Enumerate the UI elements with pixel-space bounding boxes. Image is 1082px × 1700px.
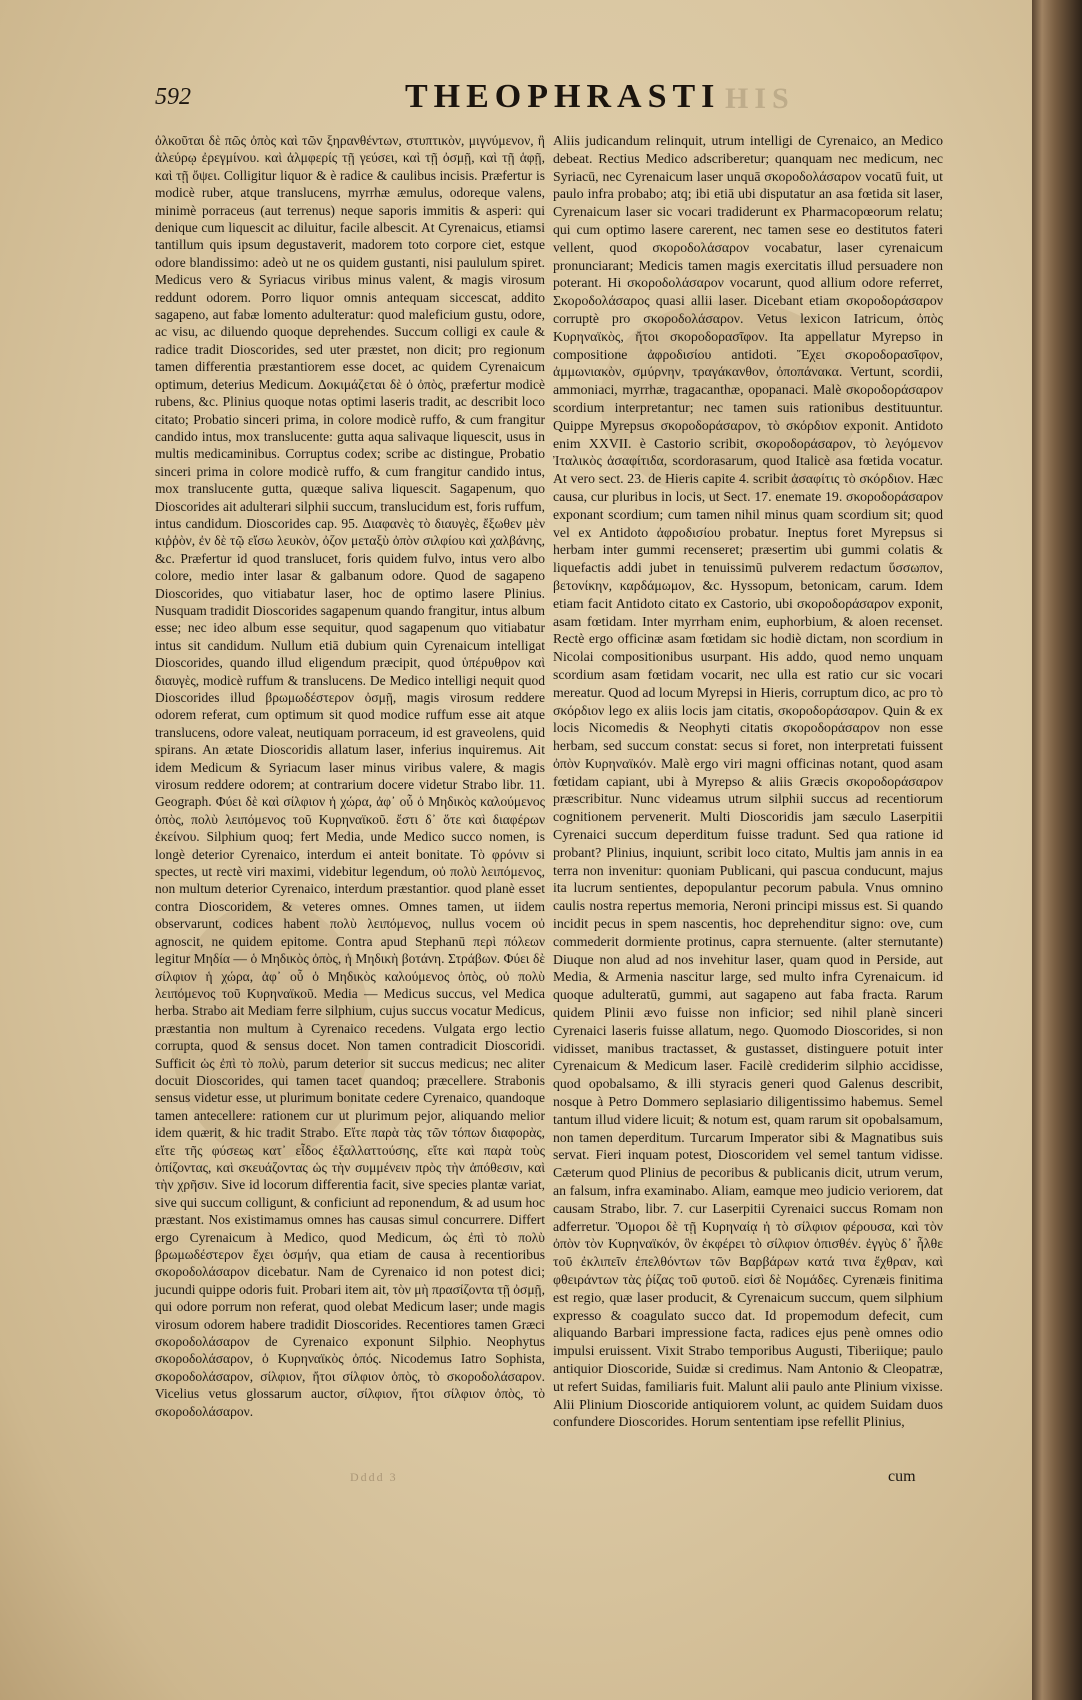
right-column-text: Aliis judicandum relinquit, utrum intelligi de Cyrenaico, an Medico debeat. Rectius Medico adscriberetur; quanquam nec medicum, nec Syriacū, nec Cyrenaicum laser unquā σκοροδολάσαρον vocatū fuit, ut paulo infra probabo; atq; ibi etiā ubi disputatur an asa fœtida sit laser, Cyrenaicum laser sic vocari tradiderunt ex Pharmacopœorum relatu; qui cum optimo lasere carerent, nec tamen sese eo destitutos fateri vellent, quod σκοροδολάσαρον vocabatur, laser cyrenaicum pronunciarant; Medicis tamen magis exercitatis illud persuadere non poterant. Hi σκοροδολάσαρον vocarunt, quod allium odore referret, Σκοροδολάσαρος quasi allii laser. Dicebant etiam σκοροδοράσαρον corruptè pro σκοροδολάσαρον. Vetus lexicon Iatricum, ὀπὸς Κυρηναϊκὸς, ἤτοι σκοροδορασῖφον. Ita appellatur Myrepso in compositione ἀφροδισίου antidoti. Ἔχει σκοροδορασῖφον, ἀμμωνιακὸν, σμύρνην, τραγάκανθον, ὀποπάνακα. Vertunt, scordii, ammoniaci, myrrhæ, tragacanthæ, opopanaci. Malè σκοροδοράσαρον scordium interpretantur; nec tamen suis rationibus destituuntur. Quippe Myrepsus σκοροδοράσαρον, τὸ σκόρδιον exponit. Antidoto enim XXVII. è Castorio scribit, σκοροδοράσαρον, τὸ λεγόμενον Ἰταλικὸς ἀσαφίτιδα, scordorasarum, quod Italicè asa fœtida vocatur. At vero sect. 23. de Hieris capite 4. scribit ἀσαφίτις τὸ σκόρδιον. Hæc causa, cur pluribus in locis, ut Sect. 17. enemate 19. σκοροδοράσαρον exponant scordium; cum tamen nihil minus quam scordium sit; quod vel ex Antidoto ἀφροδισίου probatur. Ineptus foret Myrepsus si herbam inter gummi recenseret; præsertim ubi gummi colatis & liquefactis addi jubet in tenuissimū pulverem redactum ὕσσωπον, βετονίκην, καρδάμωμον, &c. Hyssopum, betonicam, carum. Idem etiam facit Antidoto citato ex Castorio, ubi σκοροδοράσαρον exponit, asam fœtidam. Inter myrrham enim, euphorbium, & aloen recenset. Rectè ergo officinæ asam fœtidam sic hodiè dictam, non scordium in Nicolai compositionibus usurpant. His addo, quod nemo unquam scordium asam fœtidam vocarit, nec ulla est ratio cur sic vocari mereatur. Quod ad locum Myrepsi in Hieris, corruptum dico, ac pro τὸ σκόρδιον lego ex aliis locis jam citatis, σκοροδοράσαρον. Quin & ex locis Nicomedis & Neophyti citatis σκοροδοράσαρον non esse herbam, sed succum constat: secus si foret, non interpretati fuissent ὀπὸν Κυρηναϊκόν. Malè ergo viri magni officinas notant, quod asam fœtidam capiant, ubi à Myrepso & aliis Græcis σκοροδοράσαρον præscribitur. Nunc videamus utrum silphii succus ad recentiorum cognitionem pervenerit. Multi Dioscoridis jam sæculo Laserpitii Cyrenaici succum deperditum fuisse tradunt. Sed qua ratione id probant? Plinius, inquiunt, scribit loco citato, Multis jam annis in ea terra non invenitur: quoniam Publicani, qui pascua conducunt, majus ita lucrum sentientes, depopulantur pecorum pabula. Vnus omnino caulis nostra repertus memoria, Neroni principi missus est. Si quando incidit pecus in spem nascentis, hoc deprehenditur signo: ove, cum commederit dormiente protinus, capra sternuente. (alter sternutante) Diuque non alud ad nos invehitur laser, quam quod in Perside, aut Media, & Armenia nascitur large, sed multo infra Cyrenaicum. id quoque adulteratū, gummi, aut sagapeno aut faba fracta. Rarum quidem Plinii ævo fuisse non inficior; sed nihil planè sinceri Cyrenaici laseris fuisse allatum, nego. Quomodo Dioscorides, si non vidisset, manibus tractasset, & gustasset, distinguere potuit inter Cyrenaicum & Medicum laser. Facilè crediderim silphio accidisse, quod opobalsamo, & illi styracis generi quod Galenus describit, nosque à Petro Dommero seplasiario diligentissimo habemus. Semel tantum illud videre licuit; & notum est, quam rarum sit opobalsamum, non tamen deperditum. Turcarum Imperator sibi & Magnatibus suis servat. Fieri inquam potest, Dioscoridem vel semel tantum vidisse. Cæterum quod Plinius de pecoribus & publicanis dicit, utrum verum, an falsum, infra examinabo. Aliam, eamque meo judicio veriorem, dat causam Strabo, libr. 7. cur Laserpitii Cyrenaici succus Romam non adferretur. Ὅμοροι δὲ τῇ Κυρηναίᾳ ἡ τὸ σίλφιον φέρουσα, καὶ τὸν ὀπὸν τὸν Κυρηναϊκόν, ὃν ἐκφέρει τὸ σίλφιον ὀπισθέν. ἐγγὺς δ᾽ ἦλθε τοῦ ἐκλιπεῖν ἐπελθόντων τῶν Βαρβάρων κατά τινα ἔχθραν, καὶ φθειράντων τὰς ῥίζας τοῦ φυτοῦ. εἰσὶ δὲ Νομάδες. Cyrenæis finitima est regio, quæ laser producit, & Cyrenaicum succum, quem silphium expresso & coagulato succo dat. Id propemodum defecit, cum aliquando Barbari impressione facta, radices ejus penè omnes odio impulsi eruissent. Vixit Strabo temporibus Augusti, Tiberiique; paulo antiquior Dioscoride, Suidæ si credimus. Nam Antonio & Cleopatræ, ut refert Suidas, familiaris fuit. Malunt alii paulo ante Plinium vixisse. Alii Plinium Dioscoride antiquiorem volunt, ac quidem Suidam duos confundere Dioscorides. Horum sententiam ipse refellit Plinius, <box>553 133 943 1430</box>
page-number: 592 <box>155 84 191 110</box>
bleed-through-head: HIS <box>725 82 795 115</box>
bleed-through-signature: Dddd 3 <box>350 1470 398 1484</box>
book-gutter <box>1032 0 1082 1700</box>
running-head: THEOPHRASTI <box>405 78 721 115</box>
catchword: cum <box>888 1468 916 1485</box>
page-header <box>155 78 935 118</box>
left-column-text: ὀλκοῦται δὲ πῶς ὀπὸς καὶ τῶν ξηρανθέντων, στυπτικὸν, μιγνύμενον, ἢ ἀλεύρῳ ἐρεγμίνου. καὶ ἀλμφερίς τῇ γεύσει, καὶ τῇ ὀσμῇ, καὶ τῇ ἁφῇ, καὶ τῇ ὄψει. Colligitur liquor & è radice & caulibus incisis. Præfertur is modicè ruber, atque translucens, myrrhæ æmulus, odoreque valens, minimè porraceus (aut terrenus) neque saporis immitis & asperi: qui denique cum liquescit ac diluitur, facile albescit. At Cyrenaicus, etiamsi tantillum quis ipsum degustaverit, madorem toto corpore ciet, estque odore blandissimo: adeò ut ne os quidem gustanti, nisi paululum spiret. Medicus vero & Syriacus viribus minus valent, & magis virosum reddunt odorem. Porro liquor omnis antequam siccescat, addito sagapeno, aut fabæ lomento adulteratur: quod maleficium gustu, odore, ac visu, ac diluendo quoque deprehendes. Succum colligi ex caule & radice tradit Dioscorides, sed uter præstet, non dicit; pro regionum tamen differentia præstantiorem esse docet, ac quidem Cyrenaicum optimum, deterius Medicum. Δοκιμάζεται δὲ ὁ ὀπὸς, præfertur modicè rubens, &c. Plinius quoque notas optimi laseris tradit, ac describit loco citato; Probatio sinceri prima, in colore modicè ruffo, & cum frangitur candido intus, mox translucente: gutta aqua salivaque liquescit, usus in multis medicaminibus. Corruptus codex; scribe ac distingue, Probatio sinceri prima in colore modicè ruffo, & cum frangitur candido intus, mox translucente gutta, quæque saliva liquescit. Sagapenum, quo Dioscorides ait adulterari silphii succum, translucidum est, foris ruffum, intus candidum. Dioscorides cap. 95. Διαφανὲς τὸ διαυγὲς, ἔξωθεν μὲν κιῤῥὸν, ἐν δὲ τῷ εἴσω λευκὸν, ὀζον μεταξὺ ὀπὸν σιλφίου καὶ χαλβάνης, &c. Præfertur id quod translucet, foris quidem fulvo, intus vero albo colore, medio inter lasar & galbanum odore. Quod de sagapeno Dioscorides, quo vitiabatur laser, hoc de optimo lasere Plinius. Nusquam tradidit Dioscorides sagapenum quando frangitur, intus album esse; nec ideo album esse sequitur, quod sagapenum quo vitiabatur intus sit candidum. Nullum etiā dubium quin Cyrenaicum intelligat Dioscorides, quando illud eligendum præcipit, quod ὑπέρυθρον καὶ διαυγὲς, modicè ruffum & translucens. De Medico intelligi nequit quod Dioscorides illud βρωμωδέστερον ὀσμῇ, magis virosum reddere odorem referat, cum optimum sit quod modice ruffum esse ait atque translucens, odore valeat, neutiquam porraceum, id est graveolens, quid spirans. An ætate Dioscoridis allatum laser, inferius inquiremus. Ait idem Medicum & Syriacum laser minus viribus valere, & magis virosum reddere odorem; at contrarium docere videtur Strabo libr. 11. Geograph. Φύει δὲ καὶ σίλφιον ἡ χώρα, ἀφ᾽ οὗ ὁ Μηδικὸς καλούμενος ὀπὸς, πολὺ λειπόμενος τοῦ Κυρηναϊκοῦ. ἔστι δ᾽ ὅτε καὶ διαφέρων ἐκείνου. Silphium quoq; fert Media, unde Medico succo nomen, is longè deterior Cyrenaico, interdum ei anteit bonitate. Τὸ φρόνιν si spectes, ut rectè viri maximi, videbitur legendum, οὐ πολὺ λειπόμενος, non multum deterior Cyrenaico, interdum præstantior. quod planè esset contra Dioscoridem, & veteres omnes. Omnes tamen, ut iidem observarunt, codices habent πολὺ λειπόμενος, nullus vocem οὐ agnoscit, ne quidem epitome. Contra apud Stephanū περὶ πόλεων legitur Μηδία — ὁ Μηδικὸς ὀπὸς, ἡ Μηδικὴ βοτάνη. Στράβων. Φύει δὲ σίλφιον ἡ χώρα, ἀφ᾽ οὗ ὁ Μηδικὸς καλούμενος ὀπὸς, οὐ πολὺ λειπόμενος τοῦ Κυρηναϊκοῦ. Media — Medicus succus, vel Medica herba. Strabo ait Mediam ferre silphium, cujus succus vocatur Medicus, præstantia non multum à Cyrenaico recedens. Vulgata ergo lectio corrupta, quod & sensus docet. Non tamen contradicit Dioscoridi. Sufficit ὡς ἐπὶ τὸ πολὺ, parum deterior sit succus medicus; nec aliter docuit Dioscorides, qui tamen tacet quandoq; præcellere. Strabonis sensus videtur esse, ut plurimum bonitate cedere Cyrenaico, quandoque tamen antecellere: rationem cur ut plurimum pejor, aliquando melior idem quærit, & hic tradit Strabo. Εἴτε παρὰ τὰς τῶν τόπων διαφορὰς, εἴτε τῆς φύσεως κατ᾽ εἶδος ἐξαλλαττούσης, εἴτε καὶ παρὰ τοὺς ὀπίζοντας, καὶ σκευάζοντας ὡς τὴν συμμένειν πρὸς τὴν ἀπόθεσιν, καὶ τὴν χρῆσιν. Sive id locorum differentia facit, sive species plantæ variat, sive qui succum colligunt, & conficiunt ad reponendum, & ad usum hoc præstant. Nos existimamus omnes has causas simul concurrere. Differt ergo Cyrenaicum à Medico, quod Medicum, ὡς ἐπὶ τὸ πολὺ βρωμωδέστερον ἔχει ὀσμήν, qua etiam de causa à recentioribus σκοροδολάσαρον dicebatur. Nam de Cyrenaico id non potest dici; jucundi quippe odoris fuit. Probari item ait, τὸν μὴ πρασίζοντα τῇ ὀσμῇ, qui odore porrum non referat, quod olebat Medicum laser; unde magis virosum odorem habere tradidit Dioscorides. Recentiores tamen Græci σκοροδολάσαρον de Cyrenaico exponunt Silphio. Neophytus σκοροδολάσαρον, ὁ Κυρηναϊκὸς ὀπός. Nicodemus Iatro Sophista, σκοροδολάσαρον, σίλφιον, ἤτοι σίλφιον ὀπὸς, τὸ σκοροδολάσαρον. Vicelius vetus glossarum auctor, σίλφιον, ἤτοι σίλφιον ὀπὸς, τὸ σκοροδολάσαρον. <box>155 133 545 1419</box>
